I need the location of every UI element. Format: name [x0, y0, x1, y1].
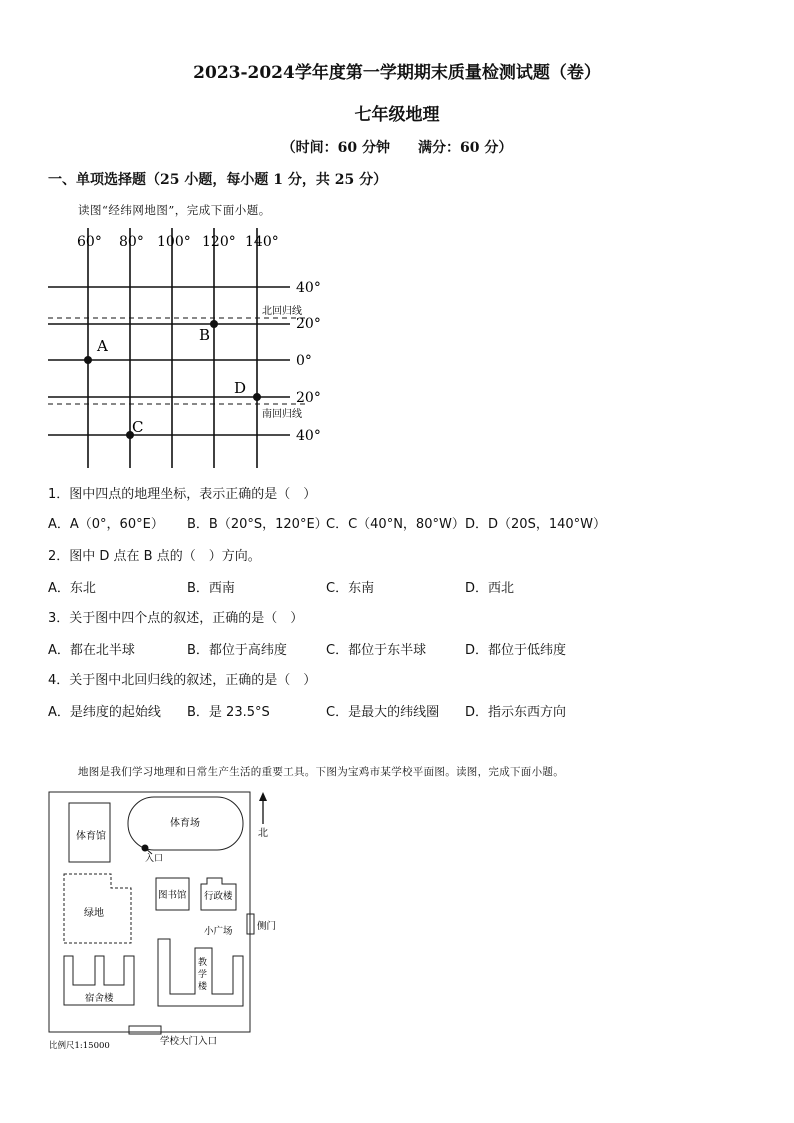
- q1-option-d: D．D（20S，140°W）: [465, 517, 606, 532]
- dorm-label: 宿舍楼: [85, 993, 114, 1004]
- lat-label-0: 0°: [296, 353, 312, 369]
- q2-option-b: B．西南: [187, 581, 235, 596]
- lon-label-120: 120°: [202, 234, 236, 250]
- point-d-label: D: [234, 379, 247, 397]
- teaching-label-2: 学: [198, 970, 208, 980]
- tropic-north-label: 北回归线: [262, 306, 302, 317]
- group2-intro: 地图是我们学习地理和日常生产生活的重要工具。下图为宝鸡市某学校平面图。读图，完成下面小题。: [78, 766, 564, 778]
- question-1-stem: 1．图中四点的地理坐标，表示正确的是（ ）: [48, 487, 317, 502]
- question-3-stem: 3．关于图中四个点的叙述，正确的是（ ）: [48, 611, 304, 626]
- teaching-label-3: 楼: [198, 982, 208, 992]
- question-4-stem: 4．关于图中北回归线的叙述，正确的是（ ）: [48, 673, 317, 688]
- q2-option-d: D．西北: [465, 581, 515, 596]
- point-c-label: C: [132, 418, 144, 436]
- lon-label-100: 100°: [157, 234, 191, 250]
- library-label: 图书馆: [158, 890, 187, 901]
- lat-label-40s: 40°: [296, 428, 321, 444]
- q2-option-a: A．东北: [48, 581, 96, 596]
- q3-option-c: C．都位于东半球: [326, 643, 427, 658]
- main-gate-label: 学校大门入口: [160, 1036, 218, 1047]
- group1-intro: 读图“经纬网地图”，完成下面小题。: [78, 203, 271, 217]
- lon-label-80: 80°: [119, 234, 144, 250]
- exam-title: 2023-2024学年度第一学期期末质量检测试题（卷）: [193, 63, 601, 83]
- teaching-label-1: 教: [198, 958, 208, 968]
- school-plan-map: [40, 788, 290, 1053]
- gym-label: 体育馆: [76, 831, 106, 842]
- q4-option-d: D．指示东西方向: [465, 705, 567, 720]
- side-gate-label: 侧门: [257, 921, 277, 932]
- subject-title: 七年级地理: [354, 105, 440, 125]
- entrance-label: 入口: [145, 854, 164, 864]
- lat-label-20s: 20°: [296, 390, 321, 406]
- lat-label-20n: 20°: [296, 316, 321, 332]
- q4-option-b: B．是 23.5°S: [187, 705, 270, 720]
- section-heading: 一、单项选择题（25 小题，每小题 1 分，共 25 分）: [48, 172, 388, 188]
- question-2-stem: 2．图中 D 点在 B 点的（ ）方向。: [48, 549, 261, 564]
- admin-label: 行政楼: [204, 891, 233, 902]
- q1-option-a: A．A（0°，60°E）: [48, 517, 164, 532]
- lon-label-60: 60°: [77, 234, 102, 250]
- lat-long-grid-map: [40, 228, 340, 473]
- time-limit: （时间：60 分钟: [281, 140, 390, 156]
- q2-option-c: C．东南: [326, 581, 375, 596]
- q1-option-b: B．B（20°S，120°E）: [187, 517, 328, 532]
- q3-option-b: B．都位于高纬度: [187, 643, 287, 658]
- north-label: 北: [258, 828, 268, 839]
- q3-option-d: D．都位于低纬度: [465, 643, 567, 658]
- tropic-south-label: 南回归线: [262, 409, 302, 420]
- q3-option-a: A．都在北半球: [48, 643, 135, 658]
- field-label: 体育场: [170, 818, 200, 829]
- q1-option-c: C．C（40°N，80°W）: [326, 517, 465, 532]
- point-a-label: A: [97, 337, 108, 355]
- time-score-line: [0, 137, 794, 157]
- point-b-label: B: [199, 326, 211, 344]
- full-score: 满分：60 分）: [418, 140, 513, 156]
- q4-option-c: C．是最大的纬线圈: [326, 705, 440, 720]
- scale-label: 比例尺1:15000: [49, 1041, 110, 1051]
- lat-label-40n: 40°: [296, 280, 321, 296]
- q4-option-a: A．是纬度的起始线: [48, 705, 161, 720]
- plaza-label: 小广场: [204, 926, 233, 937]
- lon-label-140: 140°: [245, 234, 279, 250]
- green-label: 绿地: [84, 908, 104, 919]
